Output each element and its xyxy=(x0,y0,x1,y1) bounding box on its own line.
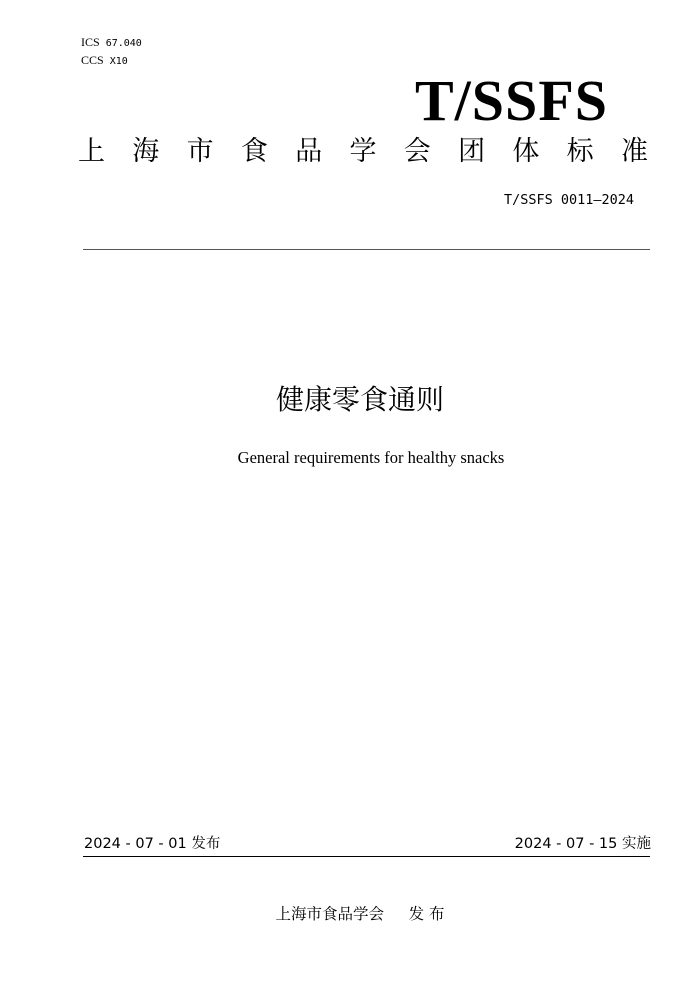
ics-value: 67.040 xyxy=(105,38,142,49)
publisher-line: 上海市食品学会 发 布 xyxy=(275,905,445,923)
org-title-char: 团 xyxy=(458,136,486,167)
footer-divider xyxy=(83,856,650,857)
document-title-chinese: 健康零食通则 xyxy=(275,383,444,416)
ccs-classification xyxy=(81,51,128,71)
standard-number: T/SSFS 0011—2024 xyxy=(503,192,634,208)
org-title-char: 海 xyxy=(132,136,160,167)
issue-date: 2024 - 07 - 01 发布 xyxy=(84,836,221,852)
org-title-char: 体 xyxy=(512,136,540,167)
org-title-char: 上 xyxy=(78,136,105,167)
header-divider xyxy=(83,249,650,250)
association-logo-text: T/SSFS xyxy=(415,68,608,133)
ics-classification xyxy=(81,33,142,53)
org-title-char: 食 xyxy=(240,136,268,167)
org-title-char: 标 xyxy=(566,136,594,167)
ics-label: ICS xyxy=(81,35,100,49)
implementation-date: 2024 - 07 - 15 实施 xyxy=(514,836,651,852)
org-title-char: 品 xyxy=(295,136,323,167)
org-title-char: 会 xyxy=(403,136,431,167)
org-title-char: 学 xyxy=(349,136,377,167)
ccs-label: CCS xyxy=(81,53,104,67)
ccs-value: X10 xyxy=(109,56,128,67)
org-title-char: 准 xyxy=(620,136,648,167)
org-title-char: 市 xyxy=(186,136,214,167)
document-title-english: General requirements for healthy snacks xyxy=(237,448,505,467)
organization-standard-title xyxy=(78,134,648,170)
